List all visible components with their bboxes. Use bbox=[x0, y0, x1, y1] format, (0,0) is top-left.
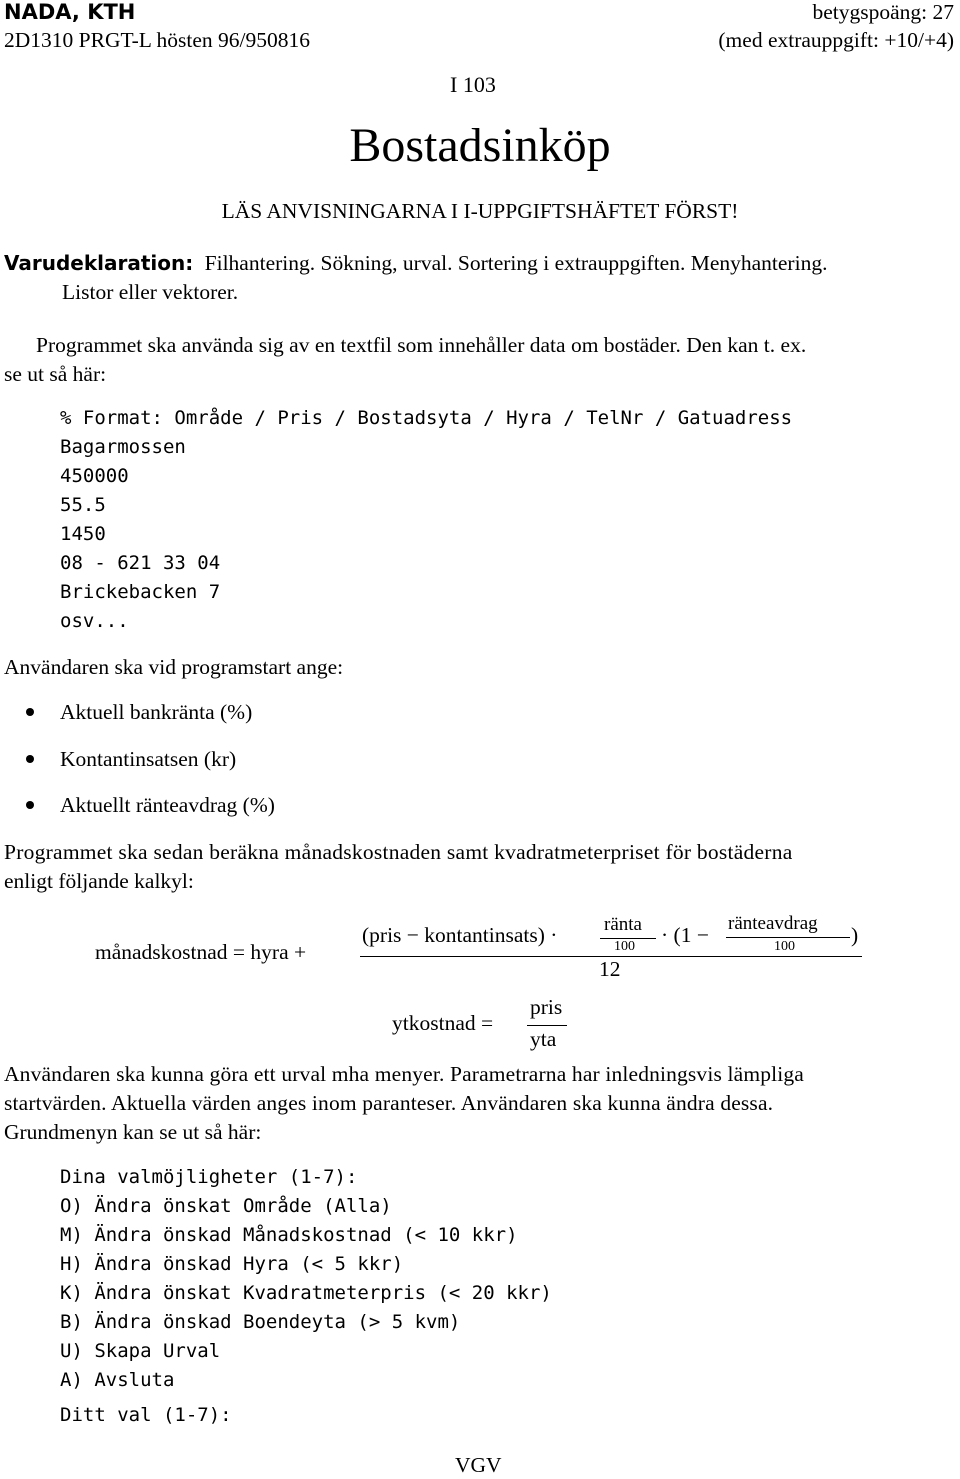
menu-item: U) Skapa Urval bbox=[60, 1340, 221, 1362]
list-item bbox=[26, 700, 252, 725]
calc-intro-line-1: Programmet ska sedan beräkna månadskostnaden samt kvadratmeterpriset för bostäderna bbox=[4, 840, 793, 864]
footer-signature: VGV bbox=[455, 1453, 502, 1477]
formula-close-paren: ) bbox=[851, 923, 859, 947]
fraction-bar bbox=[726, 937, 850, 938]
assignment-number: I 103 bbox=[450, 72, 496, 97]
list-item-label: Kontantinsatsen (kr) bbox=[60, 747, 237, 771]
formula-ranta: ränta bbox=[604, 914, 642, 935]
menu-intro-line-3: Grundmenyn kan se ut så här: bbox=[4, 1120, 262, 1144]
menu-item: O) Ändra önskat Område (Alla) bbox=[60, 1195, 392, 1217]
page-title: Bostadsinköp bbox=[349, 119, 611, 172]
bullet-icon bbox=[26, 801, 34, 809]
user-input-intro: Användaren ska vid programstart ange: bbox=[4, 655, 344, 679]
file-line: 450000 bbox=[60, 465, 129, 487]
header-extra: (med extrauppgift: +10/+4) bbox=[718, 28, 954, 52]
intro-line-2: se ut så här: bbox=[4, 362, 107, 386]
declaration-text: Filhantering. Sökning, urval. Sortering i extrauppgiften. Menyhantering. bbox=[204, 251, 828, 275]
formula-denominator: yta bbox=[530, 1027, 557, 1051]
header-course: 2D1310 PRGT-L hösten 96/950816 bbox=[4, 28, 310, 52]
menu-item: B) Ändra önskad Boendeyta (> 5 kvm) bbox=[60, 1311, 461, 1333]
formula-lhs: månadskostnad = hyra + bbox=[95, 940, 307, 964]
list-item bbox=[26, 793, 275, 818]
menu-prompt: Ditt val (1-7): bbox=[60, 1404, 232, 1426]
formula-numerator-part1: (pris − kontantinsats) · bbox=[362, 923, 558, 947]
menu-item: M) Ändra önskad Månadskostnad (< 10 kkr) bbox=[60, 1224, 518, 1246]
formula-hundred-2: 100 bbox=[774, 939, 795, 954]
header-points: betygspoäng: 27 bbox=[812, 0, 954, 24]
formula-lhs: ytkostnad = bbox=[392, 1011, 494, 1035]
file-line: % Format: Område / Pris / Bostadsyta / Hyra / TelNr / Gatuadress bbox=[60, 407, 793, 429]
formula-hundred-1: 100 bbox=[614, 939, 635, 954]
file-line: osv... bbox=[60, 610, 129, 632]
formula-numerator-part2: · (1 − bbox=[661, 923, 709, 947]
declaration-label: Varudeklaration: bbox=[4, 251, 194, 275]
list-item bbox=[26, 747, 236, 772]
file-line: Bagarmossen bbox=[60, 436, 186, 458]
formula-denominator: 12 bbox=[599, 957, 621, 981]
file-line: Brickebacken 7 bbox=[60, 581, 221, 603]
menu-item: K) Ändra önskat Kvadratmeterpris (< 20 kkr) bbox=[60, 1282, 552, 1304]
list-item-label: Aktuellt ränteavdrag (%) bbox=[60, 793, 275, 817]
formula-avdrag: ränteavdrag bbox=[728, 913, 818, 934]
file-line: 08 - 621 33 04 bbox=[60, 552, 221, 574]
menu-intro-line-2: startvärden. Aktuella värden anges inom paranteser. Användaren ska kunna ändra dessa. bbox=[4, 1091, 774, 1115]
menu-item: A) Avsluta bbox=[60, 1369, 175, 1391]
file-line: 1450 bbox=[60, 523, 106, 545]
instruction: LÄS ANVISNINGARNA I I-UPPGIFTSHÄFTET FÖRST! bbox=[221, 199, 739, 223]
menu-item: H) Ändra önskad Hyra (< 5 kkr) bbox=[60, 1253, 404, 1275]
calc-intro-line-2: enligt följande kalkyl: bbox=[4, 869, 194, 893]
menu-heading: Dina valmöjligheter (1-7): bbox=[60, 1166, 358, 1188]
intro-line-1: Programmet ska använda sig av en textfil som innehåller data om bostäder. Den kan t. ex. bbox=[36, 333, 807, 357]
file-line: 55.5 bbox=[60, 494, 106, 516]
menu-intro-line-1: Användaren ska kunna göra ett urval mha menyer. Parametrarna har inledningsvis lämpliga bbox=[4, 1062, 804, 1086]
formula-numerator: pris bbox=[530, 995, 563, 1019]
header-dept: NADA, KTH bbox=[4, 0, 136, 24]
bullet-icon bbox=[26, 708, 34, 716]
bullet-icon bbox=[26, 755, 34, 763]
declaration-line bbox=[4, 251, 827, 276]
fraction-bar bbox=[527, 1025, 567, 1026]
declaration-text-2: Listor eller vektorer. bbox=[62, 280, 239, 304]
list-item-label: Aktuell bankränta (%) bbox=[60, 700, 253, 724]
